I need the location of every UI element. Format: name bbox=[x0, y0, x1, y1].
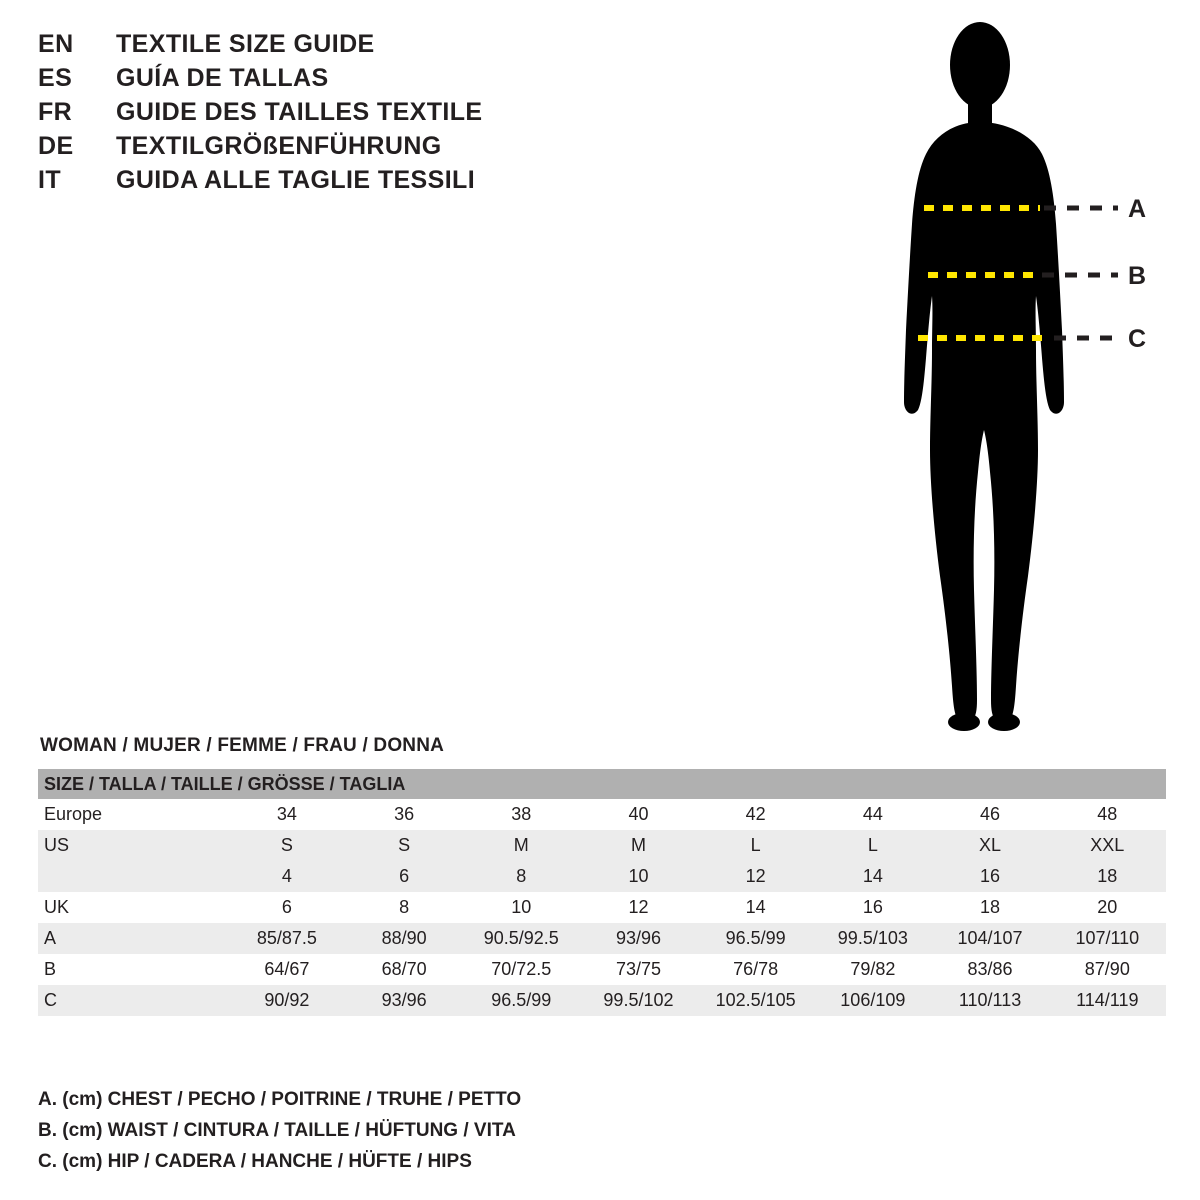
table-cell: 6 bbox=[346, 861, 463, 892]
row-label: A bbox=[38, 923, 228, 954]
table-cell: 87/90 bbox=[1049, 954, 1166, 985]
table-cell: 36 bbox=[346, 799, 463, 830]
table-cell: 6 bbox=[228, 892, 345, 923]
table-cell: 16 bbox=[814, 892, 931, 923]
table-cell: 106/109 bbox=[814, 985, 931, 1016]
table-cell: 99.5/103 bbox=[814, 923, 931, 954]
female-silhouette-icon bbox=[860, 10, 1190, 750]
language-row bbox=[38, 132, 558, 166]
table-cell: 20 bbox=[1049, 892, 1166, 923]
table-row bbox=[38, 985, 1166, 1016]
table-cell: 83/86 bbox=[931, 954, 1048, 985]
footnote-chest: A. (cm) CHEST / PECHO / POITRINE / TRUHE / PETTO bbox=[38, 1089, 522, 1110]
language-row bbox=[38, 166, 558, 200]
table-group-heading: WOMAN / MUJER / FEMME / FRAU / DONNA bbox=[40, 735, 445, 756]
language-row bbox=[38, 98, 558, 132]
table-cell: 93/96 bbox=[346, 985, 463, 1016]
table-row bbox=[38, 830, 1166, 861]
table-cell: 14 bbox=[814, 861, 931, 892]
row-label: Europe bbox=[38, 799, 228, 830]
table-cell: 99.5/102 bbox=[580, 985, 697, 1016]
table-cell: 64/67 bbox=[228, 954, 345, 985]
table-cell: 96.5/99 bbox=[697, 923, 814, 954]
table-cell: 38 bbox=[463, 799, 580, 830]
table-cell: 90.5/92.5 bbox=[463, 923, 580, 954]
figure-area bbox=[860, 10, 1190, 750]
table-cell: 88/90 bbox=[346, 923, 463, 954]
language-title: GUIDE DES TAILLES TEXTILE bbox=[116, 98, 483, 126]
row-label: B bbox=[38, 954, 228, 985]
table-cell: M bbox=[580, 830, 697, 861]
footnote-hip: C. (cm) HIP / CADERA / HANCHE / HÜFTE / HIPS bbox=[38, 1151, 472, 1172]
table-cell: 18 bbox=[931, 892, 1048, 923]
language-title: TEXTILE SIZE GUIDE bbox=[116, 30, 375, 58]
table-cell: M bbox=[463, 830, 580, 861]
footnote-list bbox=[38, 1090, 838, 1183]
table-cell: 8 bbox=[346, 892, 463, 923]
row-label: C bbox=[38, 985, 228, 1016]
table-cell: 68/70 bbox=[346, 954, 463, 985]
table-cell: L bbox=[814, 830, 931, 861]
language-code: EN bbox=[38, 30, 74, 58]
table-cell: 34 bbox=[228, 799, 345, 830]
table-cell: 12 bbox=[580, 892, 697, 923]
language-title: GUIDA ALLE TAGLIE TESSILI bbox=[116, 166, 476, 194]
measure-label-a: A bbox=[1128, 195, 1147, 223]
language-code: ES bbox=[38, 64, 73, 92]
table-cell: 104/107 bbox=[931, 923, 1048, 954]
language-title: TEXTILGRÖßENFÜHRUNG bbox=[116, 132, 442, 160]
footnote-waist: B. (cm) WAIST / CINTURA / TAILLE / HÜFTUNG / VITA bbox=[38, 1120, 516, 1141]
table-cell: 16 bbox=[931, 861, 1048, 892]
table-cell: XL bbox=[931, 830, 1048, 861]
table-cell: 12 bbox=[697, 861, 814, 892]
table-cell: 114/119 bbox=[1049, 985, 1166, 1016]
table-cell: 73/75 bbox=[580, 954, 697, 985]
table-cell: 79/82 bbox=[814, 954, 931, 985]
table-cell: 10 bbox=[463, 892, 580, 923]
size-table-section bbox=[38, 735, 1166, 1016]
table-cell: 107/110 bbox=[1049, 923, 1166, 954]
measure-label-c: C bbox=[1128, 325, 1147, 353]
table-cell: 46 bbox=[931, 799, 1048, 830]
table-row bbox=[38, 892, 1166, 923]
table-row bbox=[38, 861, 1166, 892]
table-cell: 76/78 bbox=[697, 954, 814, 985]
language-code: DE bbox=[38, 132, 74, 160]
table-cell: 70/72.5 bbox=[463, 954, 580, 985]
language-title-list bbox=[38, 30, 558, 200]
table-cell: S bbox=[228, 830, 345, 861]
table-cell: 10 bbox=[580, 861, 697, 892]
row-label: US bbox=[38, 830, 228, 861]
table-cell: 14 bbox=[697, 892, 814, 923]
table-cell: S bbox=[346, 830, 463, 861]
table-header-row bbox=[38, 769, 1166, 799]
table-row bbox=[38, 799, 1166, 830]
language-row bbox=[38, 64, 558, 98]
table-cell: 96.5/99 bbox=[463, 985, 580, 1016]
table-cell: 18 bbox=[1049, 861, 1166, 892]
table-cell: L bbox=[697, 830, 814, 861]
language-title: GUÍA DE TALLAS bbox=[116, 64, 329, 92]
language-code: FR bbox=[38, 98, 73, 126]
language-code: IT bbox=[38, 166, 62, 194]
table-header-label: SIZE / TALLA / TAILLE / GRÖSSE / TAGLIA bbox=[38, 769, 1166, 799]
table-cell: 102.5/105 bbox=[697, 985, 814, 1016]
table-cell: 85/87.5 bbox=[228, 923, 345, 954]
table-cell: 110/113 bbox=[931, 985, 1048, 1016]
table-cell: 8 bbox=[463, 861, 580, 892]
table-cell: 4 bbox=[228, 861, 345, 892]
table-cell: 48 bbox=[1049, 799, 1166, 830]
language-row bbox=[38, 30, 558, 64]
row-label: UK bbox=[38, 892, 228, 923]
size-table bbox=[38, 769, 1166, 1016]
table-cell: XXL bbox=[1049, 830, 1166, 861]
measure-label-b: B bbox=[1128, 262, 1147, 290]
table-cell: 93/96 bbox=[580, 923, 697, 954]
table-cell: 44 bbox=[814, 799, 931, 830]
table-row bbox=[38, 954, 1166, 985]
table-row bbox=[38, 923, 1166, 954]
table-cell: 90/92 bbox=[228, 985, 345, 1016]
table-cell: 40 bbox=[580, 799, 697, 830]
row-label bbox=[38, 861, 228, 892]
table-cell: 42 bbox=[697, 799, 814, 830]
